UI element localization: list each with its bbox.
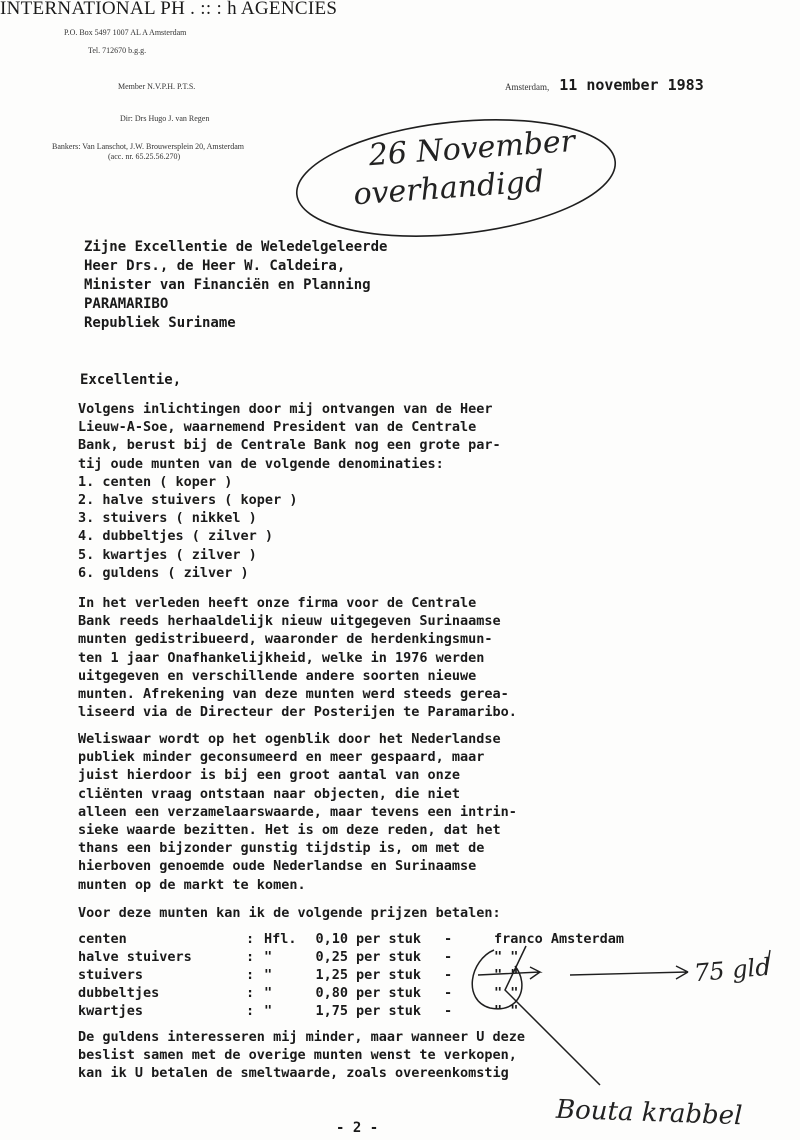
- text-line: beslist samen met de overige munten wenst te verkopen,: [78, 1047, 517, 1064]
- price-unit: per stuk: [356, 931, 422, 947]
- paragraph-1: [78, 400, 501, 582]
- price-dash: -: [444, 949, 453, 965]
- price-colon: :: [246, 949, 255, 965]
- price-amount: 0,80: [315, 985, 348, 1001]
- prices-intro: [78, 904, 501, 922]
- price-coin: halve stuivers: [78, 949, 192, 965]
- addressee-line: PARAMARIBO: [84, 296, 169, 312]
- text-line: sieke waarde bezitten. Het is om deze reden, dat het: [78, 822, 501, 839]
- text-line: ten 1 jaar Onafhankelijkheid, welke in 1976 werden: [78, 649, 485, 666]
- text-line: Volgens inlichtingen door mij ontvangen van de Heer: [78, 401, 493, 417]
- text-line: liseerd via de Directeur der Posterijen te Paramaribo.: [78, 704, 517, 721]
- price-row: [78, 948, 694, 966]
- price-colon: :: [246, 985, 255, 1001]
- text-line: tij oude munten van de volgende denominaties:: [78, 455, 444, 472]
- place: Amsterdam,: [505, 82, 550, 92]
- text-line: Weliswaar wordt op het ogenblik door het Nederlandse: [78, 731, 501, 747]
- price-colon: :: [246, 1003, 255, 1019]
- price-coin: centen: [78, 931, 127, 947]
- handwritten-note: [352, 123, 579, 213]
- addressee-block: [84, 238, 387, 333]
- text-line: publiek minder geconsumeerd en meer gespaard, maar: [78, 749, 485, 766]
- text-line: Bank, berust bij de Centrale Bank nog een grote par-: [78, 437, 501, 454]
- price-unit: per stuk: [356, 1003, 422, 1019]
- company-address: P.O. Box 5497 1007 AL A Amsterdam: [64, 28, 187, 37]
- text-line: munten gedistribueerd, waaronder de herdenkingsmun-: [78, 631, 493, 648]
- price-currency: Hfl.: [264, 931, 297, 947]
- text-line: kan ik U betalen de smeltwaarde, zoals overeenkomstig: [78, 1065, 509, 1082]
- place-date: [505, 76, 704, 95]
- paragraph-3: [78, 730, 517, 894]
- salutation: Excellentie,: [80, 372, 182, 388]
- company-telephone: Tel. 712670 b.g.g.: [88, 46, 147, 55]
- addressee-line: Minister van Financiën en Planning: [84, 277, 371, 293]
- company-name: INTERNATIONAL PH . :: : h AGENCIES: [0, 0, 338, 19]
- price-amount: 0,25: [315, 949, 348, 965]
- price-colon: :: [246, 967, 255, 983]
- handwritten-signature-note: Bouta krabbel: [555, 1094, 743, 1132]
- price-amount: 1,75: [315, 1003, 348, 1019]
- handwritten-price-note: 75 gld: [692, 952, 772, 988]
- handwritten-note-line1: 26 November: [367, 123, 577, 174]
- page-number: - 2 -: [336, 1120, 379, 1136]
- price-dash: -: [444, 931, 453, 947]
- price-row: [78, 930, 694, 948]
- price-row: [78, 1002, 694, 1020]
- price-coin: stuivers: [78, 967, 144, 983]
- price-terms: franco Amsterdam: [494, 931, 625, 947]
- handwritten-note-line2: overhandigd: [352, 164, 546, 213]
- price-amount: 0,10: [315, 931, 348, 947]
- denomination-item: 6. guldens ( zilver ): [78, 564, 249, 581]
- text-line: alleen een verzamelaarswaarde, maar tevens een intrin-: [78, 803, 517, 820]
- text-line: juist hierdoor is bij een groot aantal van onze: [78, 767, 461, 784]
- price-dash: -: [444, 985, 453, 1001]
- denomination-item: 1. centen ( koper ): [78, 473, 233, 490]
- text-line: De guldens interesseren mij minder, maar wanneer U deze: [78, 1029, 526, 1045]
- price-currency: ": [264, 985, 273, 1001]
- text-line: uitgegeven en verschillende andere soorten nieuwe: [78, 667, 477, 684]
- company-director: Dir: Drs Hugo J. van Regen: [120, 114, 210, 123]
- denomination-item: 4. dubbeltjes ( zilver ): [78, 528, 274, 545]
- price-row: [78, 966, 694, 984]
- price-unit: per stuk: [356, 985, 422, 1001]
- addressee-line: Republiek Suriname: [84, 315, 236, 331]
- text-line: In het verleden heeft onze firma voor de Centrale: [78, 595, 477, 611]
- price-dash: -: [444, 1003, 453, 1019]
- denomination-item: 3. stuivers ( nikkel ): [78, 510, 257, 527]
- company-bank: [52, 142, 244, 162]
- addressee-line: Heer Drs., de Heer W. Caldeira,: [84, 258, 346, 274]
- text-line: Lieuw-A-Soe, waarnemend President van de Centrale: [78, 419, 477, 436]
- price-table: [78, 930, 694, 1020]
- price-terms: " ": [494, 949, 519, 965]
- price-colon: :: [246, 931, 255, 947]
- price-currency: ": [264, 967, 273, 983]
- bank-line: Bankers: Van Lanschot, J.W. Brouwersplein 20, Amsterdam: [52, 142, 244, 151]
- text-line: Bank reeds herhaaldelijk nieuw uitgegeven Surinaamse: [78, 613, 501, 630]
- price-coin: kwartjes: [78, 1003, 144, 1019]
- price-row: [78, 984, 694, 1002]
- text-line: Voor deze munten kan ik de volgende prijzen betalen:: [78, 905, 501, 921]
- text-line: cliënten vraag ontstaan naar objecten, die niet: [78, 785, 461, 802]
- price-currency: ": [264, 949, 273, 965]
- price-unit: per stuk: [356, 967, 422, 983]
- company-membership: Member N.V.P.H. P.T.S.: [118, 82, 196, 91]
- price-coin: dubbeltjes: [78, 985, 160, 1001]
- text-line: munten. Afrekening van deze munten werd steeds gerea-: [78, 686, 509, 703]
- letter-date: 11 november 1983: [559, 76, 704, 94]
- price-terms: " ": [494, 1003, 519, 1019]
- denomination-item: 5. kwartjes ( zilver ): [78, 546, 257, 563]
- paragraph-4: [78, 1028, 525, 1083]
- price-unit: per stuk: [356, 949, 422, 965]
- price-terms: " ": [494, 985, 519, 1001]
- addressee-line: Zijne Excellentie de Weledelgeleerde: [84, 239, 388, 255]
- bank-account: (acc. nr. 65.25.56.270): [108, 152, 181, 161]
- text-line: munten op de markt te komen.: [78, 876, 306, 893]
- paragraph-2: [78, 594, 517, 721]
- price-dash: -: [444, 967, 453, 983]
- price-currency: ": [264, 1003, 273, 1019]
- text-line: hierboven genoemde oude Nederlandse en Surinaamse: [78, 858, 477, 875]
- text-line: thans een bijzonder gunstig tijdstip is, om met de: [78, 840, 485, 857]
- price-terms: " ": [494, 967, 519, 983]
- price-amount: 1,25: [315, 967, 348, 983]
- denomination-item: 2. halve stuivers ( koper ): [78, 492, 298, 509]
